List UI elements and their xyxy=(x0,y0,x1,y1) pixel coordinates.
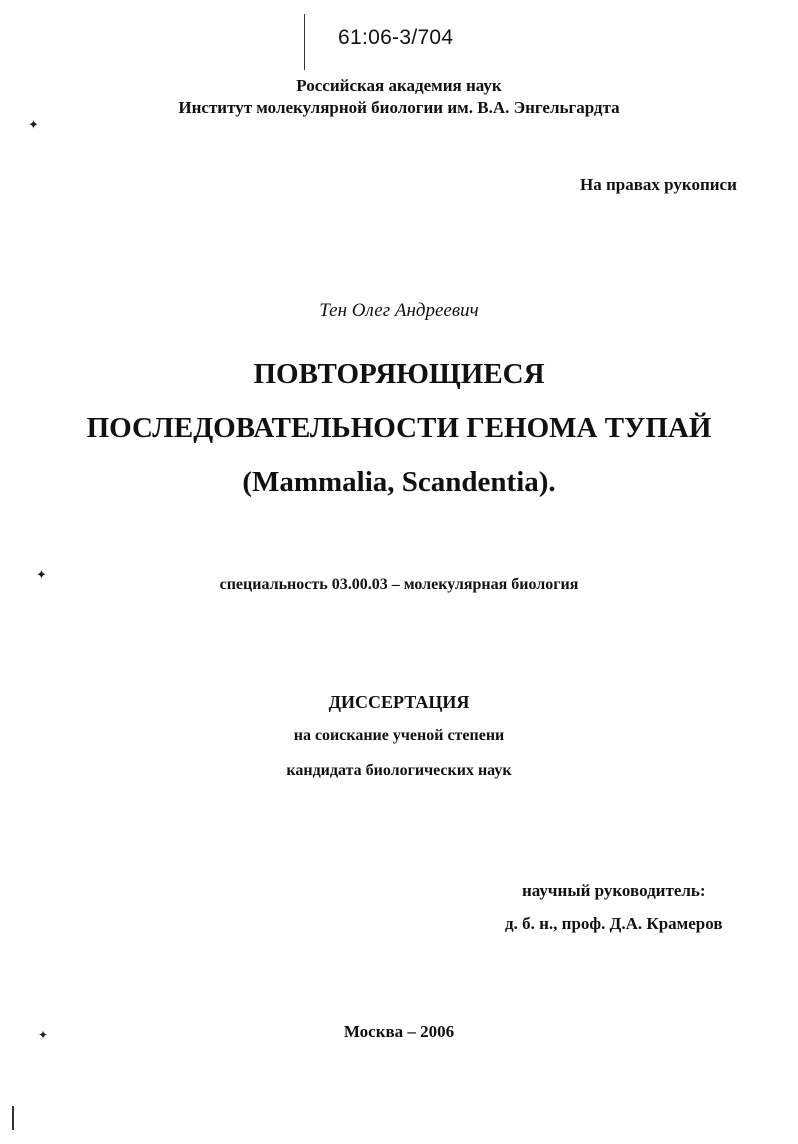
title-line-3: (Mammalia, Scandentia). xyxy=(242,466,556,498)
scan-margin-line-bottom xyxy=(12,1106,14,1130)
city-year: Москва – 2006 xyxy=(343,1022,455,1041)
academy-name: Российская академия наук xyxy=(296,76,502,95)
author-name: Тен Олег Андреевич xyxy=(319,300,479,321)
degree-line-1: на соискание ученой степени xyxy=(293,727,505,744)
document-type: ДИССЕРТАЦИЯ xyxy=(328,692,470,712)
scan-speck: ✦ xyxy=(38,1028,49,1042)
scan-speck: ✦ xyxy=(28,118,39,133)
title-line-1: ПОВТОРЯЮЩИЕСЯ xyxy=(253,358,545,390)
specialty: специальность 03.00.03 – молекулярная биология xyxy=(219,576,579,593)
supervisor-label: научный руководитель: xyxy=(522,881,706,900)
institute-name: Институт молекулярной биологии им. В.А. Энгельгардта xyxy=(178,98,620,117)
scan-speck: ✦ xyxy=(36,568,47,583)
archive-stamp: 61:06-3/704 xyxy=(338,26,454,49)
scan-margin-line-top xyxy=(304,14,305,70)
degree-line-2: кандидата биологических наук xyxy=(286,762,512,779)
title-line-2: ПОСЛЕДОВАТЕЛЬНОСТИ ГЕНОМА ТУПАЙ xyxy=(86,412,712,444)
rights-note: На правах рукописи xyxy=(580,175,737,194)
supervisor-name: д. б. н., проф. Д.А. Крамеров xyxy=(505,914,723,933)
